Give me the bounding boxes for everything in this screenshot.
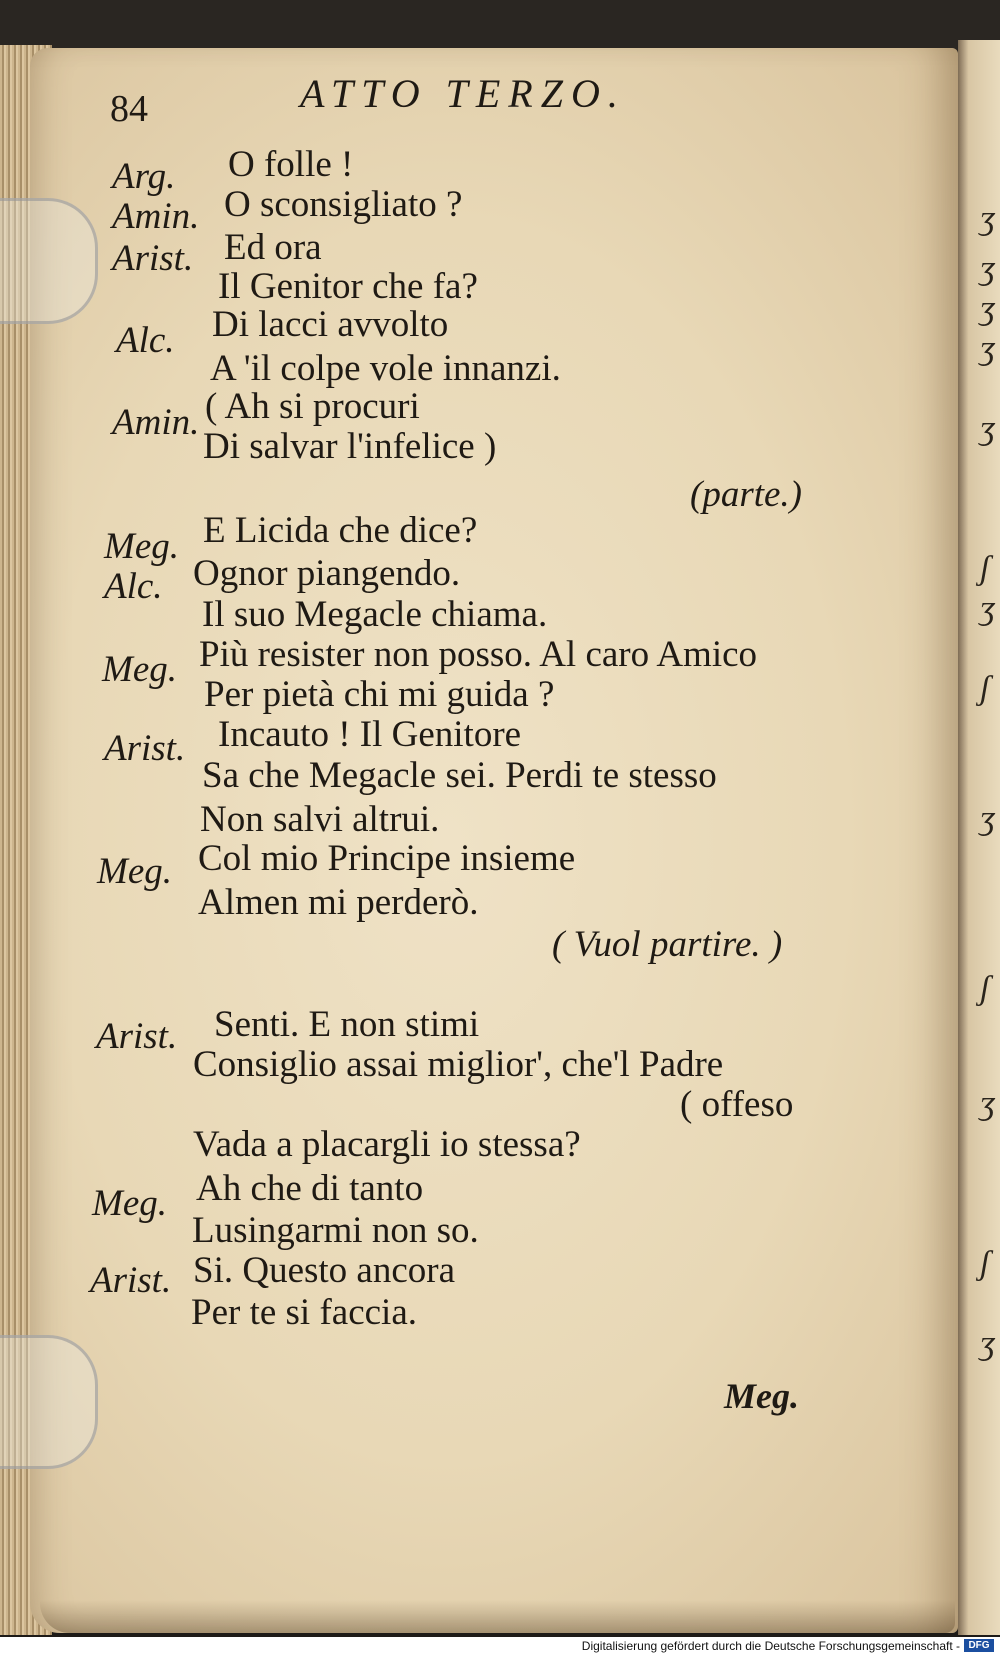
stage-direction: ( offeso: [680, 1084, 794, 1125]
verse-line: Ah che di tanto: [196, 1168, 424, 1209]
speaker-label: Meg.: [104, 526, 179, 567]
adjacent-page-edge: ʒ ʒ ʒ ʒ ʒ ʃ ʒ ʃ ʒ ʃ ʒ ʃ ʒ: [958, 40, 1000, 1635]
speaker-label: Arist.: [104, 728, 186, 769]
digitization-credit-bar: [0, 1637, 1000, 1655]
running-head: ATTO TERZO.: [300, 71, 626, 116]
dfg-logo: DFG: [964, 1639, 994, 1652]
verse-line: Il suo Megacle chiama.: [202, 594, 548, 635]
verse-line: Per te si faccia.: [191, 1292, 417, 1333]
verse-line: O sconsigliato ?: [224, 184, 463, 225]
speaker-label: Arist.: [96, 1016, 178, 1057]
speaker-label: Amin.: [112, 196, 200, 237]
speaker-label: Arist.: [90, 1260, 172, 1301]
verse-line: Almen mi perderò.: [198, 882, 479, 923]
verse-line: Si. Questo ancora: [193, 1250, 456, 1291]
verse-line: O folle !: [228, 144, 354, 185]
speaker-label: Alc.: [104, 566, 163, 607]
page-bottom-shadow: [40, 1600, 955, 1633]
speaker-label: Meg.: [97, 851, 172, 892]
verse-line: Senti. E non stimi: [214, 1004, 480, 1045]
verse-line: Lusingarmi non so.: [192, 1210, 479, 1251]
book-clamp-top: [0, 198, 98, 324]
verse-line: ( Ah si procuri: [205, 386, 420, 427]
verse-line: Consiglio assai miglior', che'l Padre: [193, 1044, 724, 1085]
stage-direction: (parte.): [690, 474, 802, 515]
speaker-label: Amin.: [112, 402, 200, 443]
verse-line: Per pietà chi mi guida ?: [204, 674, 555, 715]
speaker-label: Arist.: [112, 238, 194, 279]
verse-line: Vada a placargli io stessa?: [193, 1124, 581, 1165]
catchword: Meg.: [724, 1376, 799, 1416]
verse-line: Col mio Principe insieme: [198, 838, 576, 879]
verse-line: Sa che Megacle sei. Perdi te stesso: [202, 755, 717, 796]
verse-line: Di salvar l'infelice ): [203, 426, 497, 467]
verse-line: Incauto ! Il Genitore: [218, 714, 522, 755]
verse-line: Ed ora: [224, 227, 322, 268]
verse-line: E Licida che dice?: [203, 510, 478, 551]
speaker-label: Meg.: [102, 649, 177, 690]
speaker-label: Arg.: [112, 156, 176, 197]
stage-direction: ( Vuol partire. ): [552, 924, 783, 965]
speaker-label: Meg.: [92, 1183, 167, 1224]
verse-line: A 'il colpe vole innanzi.: [210, 348, 561, 389]
verse-line: Il Genitor che fa?: [218, 266, 478, 307]
verse-line: Più resister non posso. Al caro Amico: [199, 634, 758, 675]
verse-line: Non salvi altrui.: [200, 799, 440, 840]
book-clamp-bottom: [0, 1335, 98, 1469]
speaker-label: Alc.: [116, 320, 175, 361]
credit-text: Digitalisierung gefördert durch die Deutsche Forschungsgemeinschaft -: [581, 1639, 960, 1653]
verse-line: Ognor piangendo.: [193, 553, 461, 594]
verse-line: Di lacci avvolto: [212, 304, 449, 345]
page-number: 84: [110, 88, 148, 130]
